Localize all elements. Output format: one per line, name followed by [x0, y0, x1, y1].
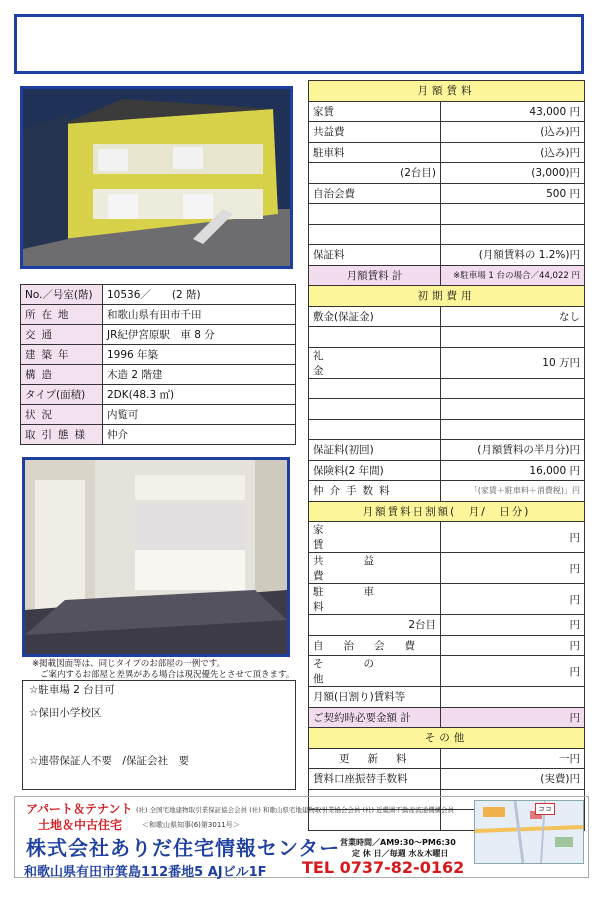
cost-value [441, 378, 585, 399]
note-item: ☆連帯保証人不要 /保証会社 要 [29, 755, 189, 767]
daily-label: 家賃 [309, 522, 441, 553]
table-row [309, 101, 585, 122]
table-row [309, 584, 585, 615]
table-row [21, 325, 296, 345]
table-row [309, 163, 585, 184]
footer-tag2: 土地＆中古住宅 [38, 818, 123, 832]
rent-value: (月額賃料の 1.2%)円 [441, 245, 585, 266]
cost-label: 敷金(保証金) [309, 306, 441, 327]
cost-label: 仲介手数料 [309, 481, 441, 502]
cost-value: なし [441, 306, 585, 327]
daily-total-value: 円 [441, 707, 585, 728]
rent-total-value: ※駐車場 1 台の場合／44,022 円 [441, 265, 585, 286]
daily-label: 自治会費 [309, 635, 441, 656]
footer-holiday: 定 休 日／毎週 水＆木曜日 [352, 849, 449, 858]
other-label: 賃料口座振替手数料 [309, 769, 441, 790]
daily-rent-header: 月額賃料日割額( 月/ 日分) [309, 501, 585, 522]
table-row [21, 425, 296, 445]
table-row [309, 265, 585, 286]
rent-value: 500 円 [441, 183, 585, 204]
rent-label: 家賃 [309, 101, 441, 122]
table-row [309, 183, 585, 204]
daily-value: 円 [441, 522, 585, 553]
table-row [309, 553, 585, 584]
table-row [309, 707, 585, 728]
daily-value: 円 [441, 615, 585, 636]
daily-value: 円 [441, 656, 585, 687]
rent-total-label: 月額賃料 計 [309, 265, 441, 286]
table-row [21, 405, 296, 425]
daily-total-label: ご契約時必要金額 計 [309, 707, 441, 728]
rent-value: (3,000)円 [441, 163, 585, 184]
table-row [309, 635, 585, 656]
footer-tag1: アパート＆テナント [26, 802, 133, 816]
rent-value: 43,000 円 [441, 101, 585, 122]
cost-label: 礼金 [309, 347, 441, 378]
monthly-rent-header: 月額賃料 [309, 81, 585, 102]
rent-label: (2台目) [309, 163, 441, 184]
cost-label [309, 327, 441, 348]
info-label: 所在地 [21, 305, 103, 325]
interior-photo [22, 457, 290, 657]
footer-license: ＜和歌山県知事(6)第3011号＞ [142, 821, 240, 829]
daily-label: その他 [309, 656, 441, 687]
info-label: No.／号室(階) [21, 285, 103, 305]
info-label: タイプ(面積) [21, 385, 103, 405]
other-value: 一円 [441, 748, 585, 769]
note-item: ☆保田小学校区 [29, 706, 102, 719]
table-row [309, 399, 585, 420]
info-value: 10536／ (2 階) [103, 285, 296, 305]
info-label: 交通 [21, 325, 103, 345]
cost-value: 「(家賃＋駐車料＋消費税)」円 [441, 481, 585, 502]
map-marker-label: ココ [535, 803, 555, 815]
daily-value: 円 [441, 553, 585, 584]
table-row [309, 347, 585, 378]
info-label: 状況 [21, 405, 103, 425]
cost-label [309, 378, 441, 399]
cost-label: 保証料(初回) [309, 440, 441, 461]
rent-label [309, 204, 441, 225]
daily-label: 月額(日割り)賃料等 [309, 687, 441, 708]
monthly-rent-table [308, 80, 585, 831]
cost-label: 保険料(2 年間) [309, 460, 441, 481]
other-value: (実費)円 [441, 769, 585, 790]
info-value: 仲介 [103, 425, 296, 445]
rent-value: (込み)円 [441, 122, 585, 143]
title-box [14, 14, 584, 74]
initial-cost-header: 初期費用 [309, 286, 585, 307]
footer-assoc2: (社) 和歌山県宅地建物取引業協会会員 [249, 806, 361, 814]
rent-value [441, 204, 585, 225]
cost-label [309, 419, 441, 440]
info-label: 取引態様 [21, 425, 103, 445]
cost-value [441, 399, 585, 420]
daily-value [441, 687, 585, 708]
info-label: 建築年 [21, 345, 103, 365]
photo-note-line1: ※掲載図面等は、同じタイプのお部屋の一例です。 [32, 659, 226, 669]
table-row [309, 460, 585, 481]
rent-value: (込み)円 [441, 142, 585, 163]
cost-value [441, 327, 585, 348]
info-value: JR紀伊宮原駅 車 8 分 [103, 325, 296, 345]
table-row [309, 769, 585, 790]
daily-value: 円 [441, 584, 585, 615]
property-info-table [20, 284, 296, 445]
cost-value: 10 万円 [441, 347, 585, 378]
table-row [309, 656, 585, 687]
table-row [309, 522, 585, 553]
table-row [309, 204, 585, 225]
rent-label: 共益費 [309, 122, 441, 143]
table-row [309, 615, 585, 636]
table-row [309, 122, 585, 143]
table-row [309, 327, 585, 348]
daily-label: 駐車料 [309, 584, 441, 615]
info-value: 和歌山県有田市千田 [103, 305, 296, 325]
table-row [21, 345, 296, 365]
table-row [309, 142, 585, 163]
table-row [309, 419, 585, 440]
info-value: 2DK(48.3 ㎡) [103, 385, 296, 405]
table-row [21, 365, 296, 385]
footer-tel: TEL 0737-82-0162 [302, 858, 465, 877]
footer-company: 株式会社ありだ住宅情報センター [26, 836, 341, 860]
table-row [21, 285, 296, 305]
info-value: 1996 年築 [103, 345, 296, 365]
other-label: 更新料 [309, 748, 441, 769]
daily-label: 2台目 [309, 615, 441, 636]
cost-value: (月額賃料の半月分)円 [441, 440, 585, 461]
cost-value: 16,000 円 [441, 460, 585, 481]
rent-value [441, 224, 585, 245]
rent-label: 自治会費 [309, 183, 441, 204]
photo-note-line2: ご案内するお部屋と差異がある場合は現況優先とさせて頂きます。 [40, 670, 295, 680]
footer-assoc3: (社) 近畿圏不動産流通機構会員 [362, 806, 455, 814]
table-row [309, 748, 585, 769]
table-row [309, 687, 585, 708]
footer-address: 和歌山県有田市箕島112番地5 AJビル1F [24, 865, 267, 880]
table-row [309, 245, 585, 266]
info-value: 内覧可 [103, 405, 296, 425]
info-value: 木造 2 階建 [103, 365, 296, 385]
cost-value [441, 419, 585, 440]
footer-hours: 営業時間／AM9:30～PM6:30 [340, 838, 456, 847]
table-row [309, 378, 585, 399]
daily-label: 共益費 [309, 553, 441, 584]
rent-label: 駐車料 [309, 142, 441, 163]
footer-assoc1: (社) 全国宅地建物取引業保証協会会員 [136, 806, 248, 814]
access-map [474, 800, 584, 864]
table-row [309, 481, 585, 502]
daily-value: 円 [441, 635, 585, 656]
table-row [21, 385, 296, 405]
rent-label: 保証料 [309, 245, 441, 266]
table-row [309, 306, 585, 327]
info-label: 構造 [21, 365, 103, 385]
exterior-photo [20, 86, 293, 269]
notes-box [22, 680, 296, 790]
rent-label [309, 224, 441, 245]
note-item: ☆駐車場 2 台目可 [29, 684, 115, 696]
table-row [309, 440, 585, 461]
other-header: その他 [309, 728, 585, 749]
table-row [309, 224, 585, 245]
table-row [21, 305, 296, 325]
cost-label [309, 399, 441, 420]
